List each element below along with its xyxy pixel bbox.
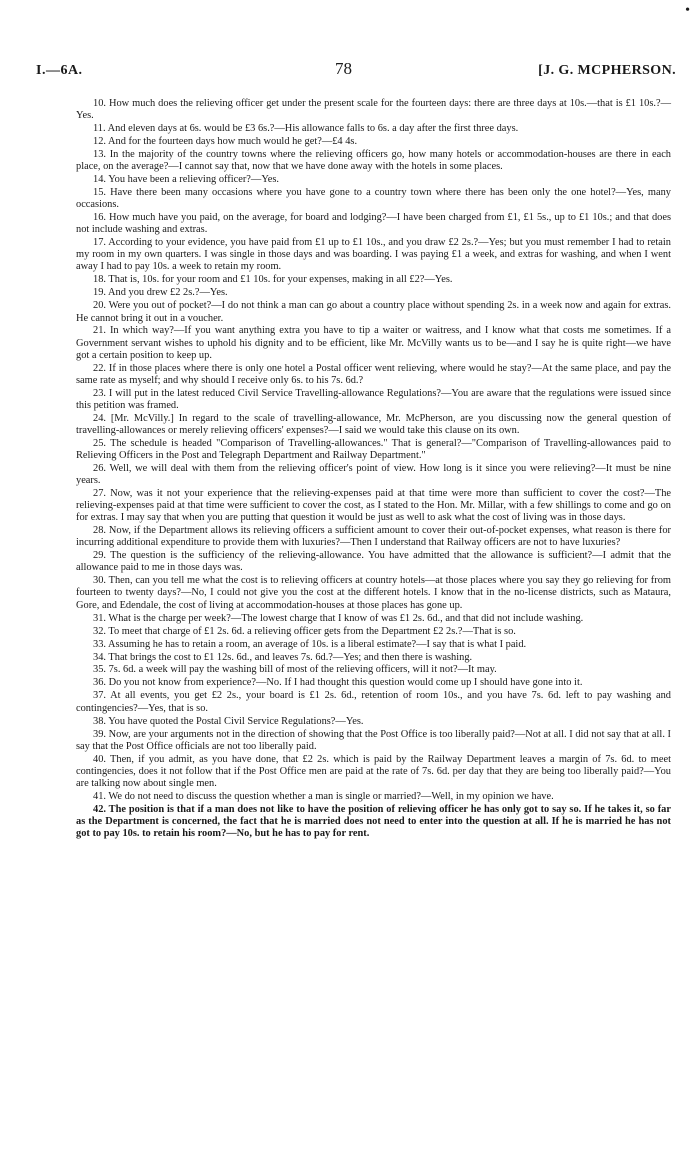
question-paragraph: 38. You have quoted the Postal Civil Service Regulations?—Yes. xyxy=(93,715,364,727)
question-paragraph: 22. If in those places where there is only one hotel a Postal officer went relieving, where would he stay?—At the same place, and pay the same rate as myself; and why should I receive only 6s. to his 7s. 6d.? xyxy=(76,362,671,386)
question-paragraph: 26. Well, we will deal with them from the relieving officer's point of view. How long is it since you were relieving?—It must be nine years. xyxy=(76,462,671,487)
question-paragraph: 41. We do not need to discuss the question whether a man is single or married?—Well, in my opinion we have. xyxy=(93,790,554,802)
question-paragraph: 12. And for the fourteen days how much would he get?—£4 4s. xyxy=(93,136,358,148)
page-header xyxy=(36,59,676,80)
question-paragraph: 30. Then, can you tell me what the cost is to relieving officers at country hotels—at those places where you say they go relieving for from fourteen to twenty days?—No, I could not give you the cost at the different hotels. I know that in the no-license districts, such as Mataura, Gore, and Edendale, the cost of living at accommodation-houses at those places has gone up. xyxy=(76,575,671,611)
question-paragraph: 31. What is the charge per week?—The lowest charge that I know of was £1 2s. 6d., and that did not include washing. xyxy=(93,612,584,624)
question-paragraph: 35. 7s. 6d. a week will pay the washing bill of most of the relieving officers, will it not?—It may. xyxy=(93,664,497,676)
question-paragraph: 19. And you drew £2 2s.?—Yes. xyxy=(93,287,228,299)
question-paragraph: 42. The position is that if a man does not like to have the position of relieving officer he has only got to say so. If he takes it, so far as the Department is concerned, the fact that he is married does not need to enter into the question at all. If he is married he has not got to pay 10s. to retain his room?—No, but he has to pay for rent. xyxy=(76,803,671,839)
question-paragraph: 33. Assuming he has to retain a room, an average of 10s. is a liberal estimate?—I say that is what I paid. xyxy=(93,638,527,650)
question-paragraph: 24. [Mr. McVilly.] In regard to the scale of travelling-allowance, Mr. McPherson, are you discussing now the general question of travelling-allowances or merely relieving officers' expenses?—I said we would take this clause on its own. xyxy=(76,412,671,436)
question-paragraph: 40. Then, if you admit, as you have done, that £2 2s. which is paid by the Railway Department leaves a margin of 7s. 6d. to meet contingencies, does it not follow that if the Post Office men are paid at the rate of 7s. 6d. per day that they are being too liberally paid?—You are talking now about single men. xyxy=(76,753,671,789)
question-paragraph: 13. In the majority of the country towns where the relieving officers go, how many hotels or accommodation-houses are there in each place, on the average?—I cannot say that, now that we have done away with the hotels in some places. xyxy=(76,149,671,173)
document-body xyxy=(76,98,671,841)
question-paragraph: 16. How much have you paid, on the average, for board and lodging?—I have been charged from £1, £1 5s., up to £1 10s.; and that does not include washing and extras. xyxy=(76,212,671,236)
question-paragraph: 20. Were you out of pocket?—I do not think a man can go about a country place without spending 2s. in a week now and again for extras. He cannot bring it out in a voucher. xyxy=(76,300,671,324)
question-paragraph: 21. In which way?—If you want anything extra you have to tip a waiter or waitress, and I know what that costs me sometimes. If a Government servant wishes to uphold his dignity and to be efficient, like Mr. McVilly wants us to be—and I say he is quite right—we have got a certain position to keep up. xyxy=(76,325,671,361)
question-paragraph: 18. That is, 10s. for your room and £1 10s. for your expenses, making in all £2?—Yes. xyxy=(93,274,453,286)
question-paragraph: 37. At all events, you get £2 2s., your board is £1 2s. 6d., retention of room 10s., and you have 7s. 6d. left to pay washing and contingencies?—Yes, that is so. xyxy=(76,690,671,714)
question-paragraph: 17. According to your evidence, you have paid from £1 up to £1 10s., and you draw £2 2s.?—Yes; but you must remember I had to retain my room in my own quarters. I was single in those days and was boarding. I was paying £1 a week, and extras for washing, and when I went away I had to pay 10s. a week to retain my room. xyxy=(76,237,671,273)
question-paragraph: 29. The question is the sufficiency of the relieving-allowance. You have admitted that the allowance is sufficient?—I admit that the allowance paid to me in those days was. xyxy=(76,550,671,574)
witness-name: [J. G. MCPHERSON. xyxy=(538,63,676,78)
question-paragraph: 27. Now, was it not your experience that the relieving-expenses paid at that time were more than sufficient to cover the cost?—The relieving-expenses paid at that time were sufficient to cover the cost, as I stated to the Hon. Mr. Millar, with a few shillings to come and go on for extras. I may say that when you are putting that question it would be just as well to ask what the cost of living was in those days. xyxy=(76,488,671,524)
question-paragraph: 11. And eleven days at 6s. would be £3 6s.?—His allowance falls to 6s. a day after the first three days. xyxy=(93,123,519,135)
question-paragraph: 15. Have there been many occasions where you have gone to a country town where there has been only the one hotel?—Yes, many occasions. xyxy=(76,187,671,211)
question-paragraph: 10. How much does the relieving officer get under the present scale for the fourteen days: there are three days at 10s.—that is £1 10s.?—Yes. xyxy=(76,98,671,122)
question-paragraph: 25. The schedule is headed "Comparison of Travelling-allowances." That is general?—"Comparison of Travelling-allowances paid to Relieving Officers in the Post and Telegraph Department and Railway Department." xyxy=(76,437,671,461)
corner-mark: • xyxy=(685,3,690,18)
question-paragraph: 23. I will put in the latest reduced Civil Service Travelling-allowance Regulations?—You are aware that the regulations were issued since this petition was framed. xyxy=(76,387,671,411)
document-reference: I.—6A. xyxy=(36,63,83,78)
question-paragraph: 36. Do you not know from experience?—No. If I had thought this question would come up I should have gone into it. xyxy=(93,677,583,689)
question-paragraph: 34. That brings the cost to £1 12s. 6d., and leaves 7s. 6d.?—Yes; and then there is washing. xyxy=(93,651,473,663)
question-paragraph: 28. Now, if the Department allows its relieving officers a sufficient amount to cover their out-of-pocket expenses, what reason is there for incurring additional expenditure to provide them with luxuries?—Then I understand that Railway officers are not to have luxuries? xyxy=(76,525,671,549)
question-paragraph: 39. Now, are your arguments not in the direction of showing that the Post Office is too liberally paid?—Not at all. I did not say that at all. I say that the Post Office officials are not too liberally paid. xyxy=(76,728,671,752)
question-paragraph: 32. To meet that charge of £1 2s. 6d. a relieving officer gets from the Department £2 2s.?—That is so. xyxy=(93,625,516,637)
question-paragraph: 14. You have been a relieving officer?—Yes. xyxy=(93,174,280,186)
page-number: 78 xyxy=(335,59,352,78)
